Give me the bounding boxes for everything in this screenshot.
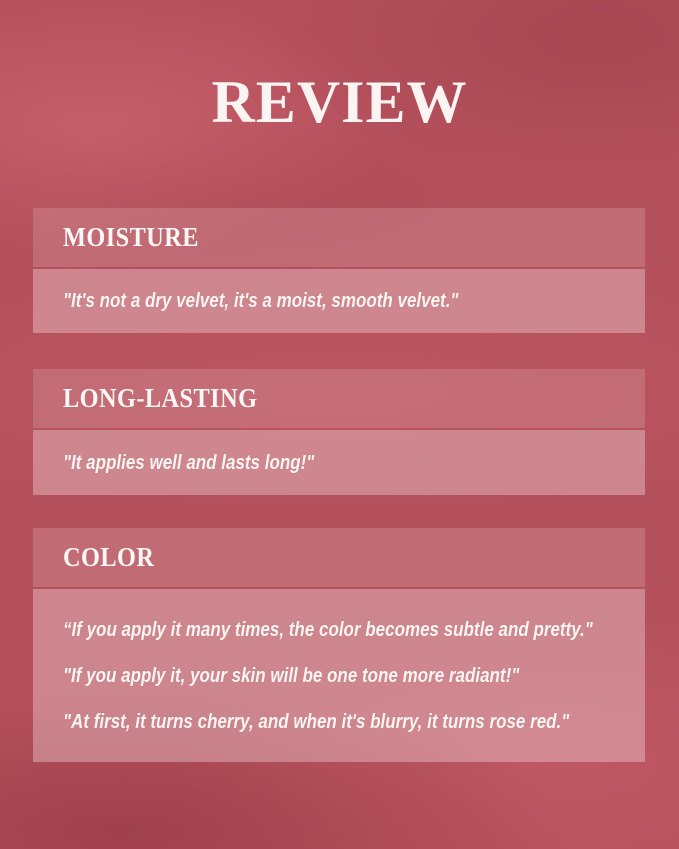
section-moisture [33, 208, 645, 333]
quote-line: "At first, it turns cherry, and when it's blurry, it turns rose red." [63, 710, 570, 733]
section-color-quotes [33, 589, 645, 762]
section-heading: MOISTURE [63, 222, 199, 252]
section-color-header [33, 528, 645, 587]
section-moisture-header [33, 208, 645, 267]
quote-line: “If you apply it many times, the color becomes subtle and pretty." [63, 618, 593, 641]
section-color [33, 528, 645, 762]
section-long-lasting-quotes [33, 430, 645, 495]
section-long-lasting [33, 369, 645, 495]
page-title: REVIEW [211, 69, 468, 135]
quote-line: "It's not a dry velvet, it's a moist, smooth velvet." [63, 290, 459, 312]
quote-line: "It applies well and lasts long!" [63, 451, 315, 474]
quote-line: "If you apply it, your skin will be one tone more radiant!" [63, 664, 520, 687]
section-heading: COLOR [63, 542, 155, 572]
section-long-lasting-header [33, 369, 645, 428]
section-moisture-quotes [33, 269, 645, 333]
section-heading: LONG-LASTING [63, 383, 258, 413]
